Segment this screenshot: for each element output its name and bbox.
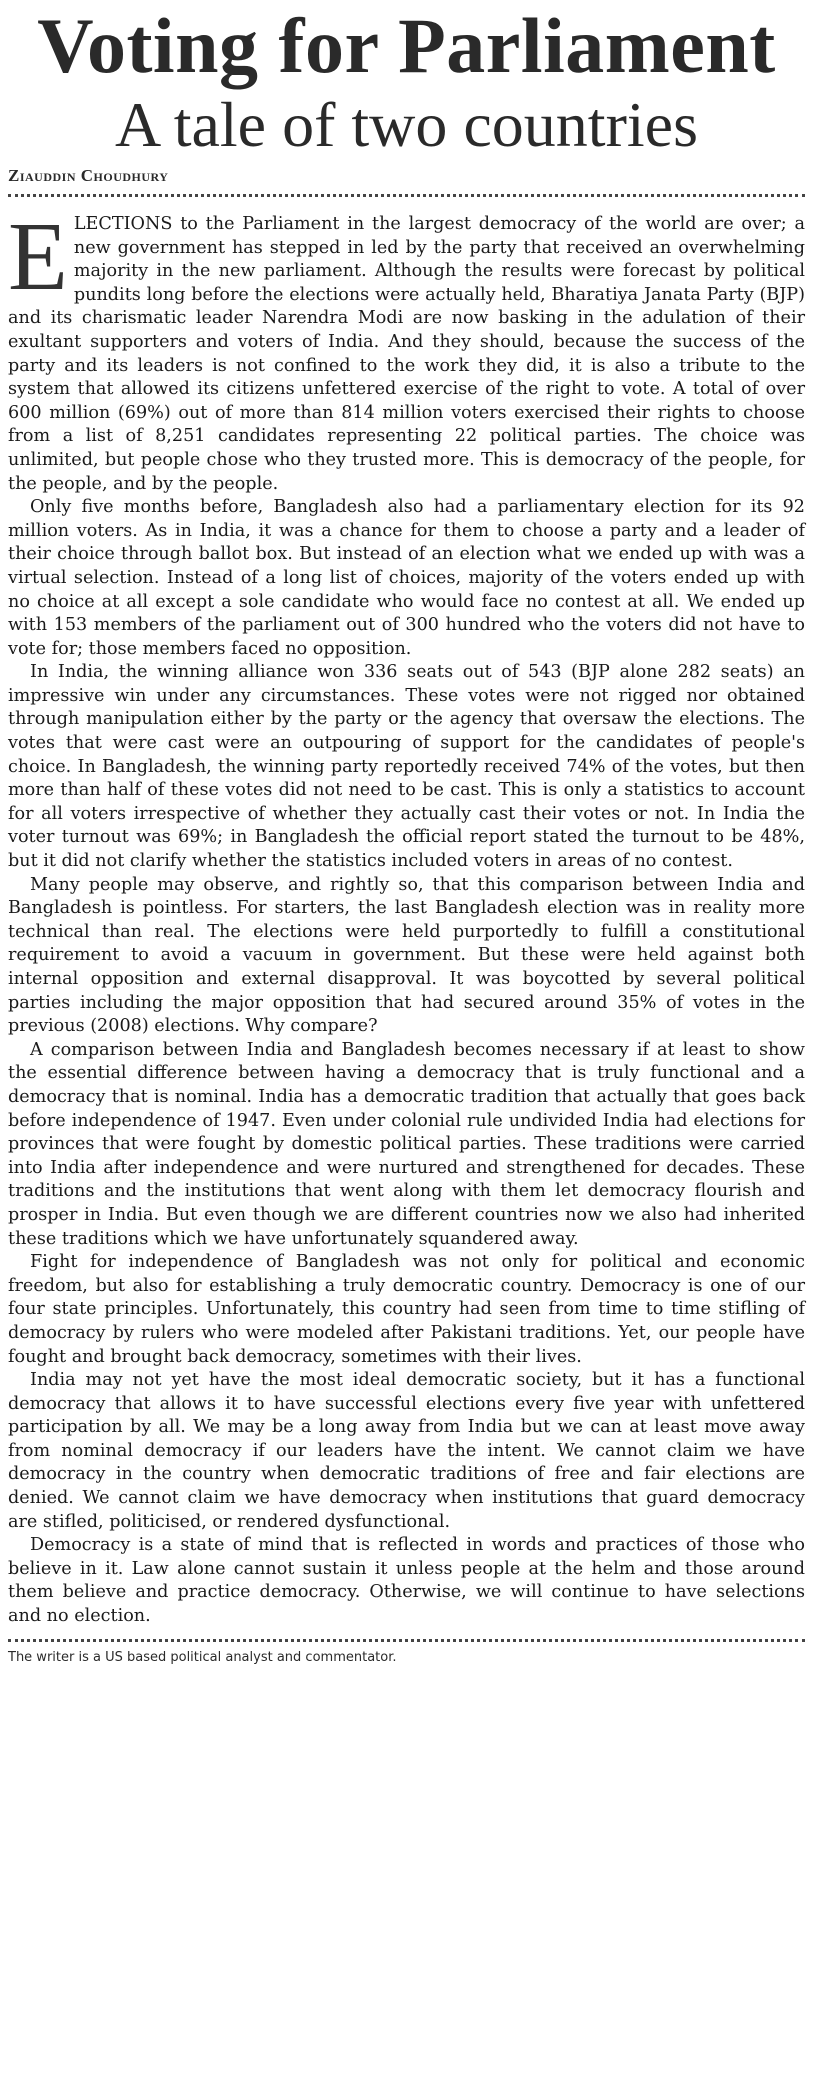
byline: Ziauddin Choudhury (8, 166, 169, 185)
paragraph-1 (8, 203, 805, 496)
bottom-divider (8, 1639, 805, 1642)
top-divider (8, 194, 805, 197)
paragraph-6: Fight for independence of Bangladesh was not only for political and economic freedom, but also for establishing a truly democratic country. Democracy is one of our four state principles. Unfortunately, this country had seen from time to time stifling of democracy by rulers who were modeled after Pakistani traditions. Yet, our people have fought and brought back democracy, sometimes with their lives. (8, 1252, 805, 1367)
paragraph-2: Only five months before, Bangladesh also had a parliamentary election for its 92 million voters. As in India, it was a chance for them to choose a party and a leader of their choice through ballot box. But instead of an election what we ended up with was a virtual selection. Instead of a long list of choices, majority of the voters ended up with no choice at all except a sole candidate who would face no contest at all. We ended up with 153 members of the parliament out of 300 hundred who the voters did not have to vote for; those members faced no opposition. (8, 497, 805, 659)
paragraph-5: A comparison between India and Bangladesh becomes necessary if at least to show the essential difference between having a democracy that is truly functional and a democracy that is nominal. India has a democratic tradition that actually that goes back before independence of 1947. Even under colonial rule undivided India had elections for provinces that were fought by domestic political parties. These traditions were carried into India after independence and were nurtured and strengthened for decades. These traditions and the institutions that went along with them let democracy flourish and prosper in India. But even though we are different countries now we also had inherited these traditions which we have unfortunately squandered away. (8, 1039, 805, 1249)
article-body (8, 203, 805, 1629)
paragraph-8: Democracy is a state of mind that is reflected in words and practices of those who believe in it. Law alone cannot sustain it unless people at the helm and those around them believe and practice democracy. Otherwise, we will continue to have selections and no election. (8, 1535, 805, 1627)
paragraph-7: India may not yet have the most ideal democratic society, but it has a functional democracy that allows it to have successful elections every five year with unfettered participation by all. We may be a long away from India but we can at least move away from nominal democracy if our leaders have the intent. We cannot claim we have democracy in the country when democratic traditions of free and fair elections are denied. We cannot claim we have democracy when institutions that guard democracy are stifled, politicised, or rendered dysfunctional. (8, 1370, 805, 1532)
subheadline: A tale of two countries (115, 89, 698, 160)
paragraph-3: In India, the winning alliance won 336 seats out of 543 (BJP alone 282 seats) an impressive win under any circumstances. These votes were not rigged nor obtained through manipulation either by the party or the agency that oversaw the elections. The votes that were cast were an outpouring of support for the candidates of people's choice. In Bangladesh, the winning party reportedly received 74% of the votes, but then more than half of these votes did not need to be cast. This is only a statistics to account for all voters irrespective of whether they actually cast their votes or not. In India the voter turnout was 69%; in Bangladesh the official report stated the turnout to be 48%, but it did not clarify whether the statistics included voters in areas of no contest. (8, 662, 805, 872)
paragraph-1-text: LECTIONS to the Parliament in the largest democracy of the world are over; a new government has stepped in led by the party that received an overwhelming majority in the new parliament. Although the results were forecast by political pundits long before the elections were actually held, Bharatiya Janata Party (BJP) and its charismatic leader Narendra Modi are now basking in the adulation of their exultant supporters and voters of India. And they should, because the success of the party and its leaders is not confined to the work they did, it is also a tribute to the system that allowed its citizens unfettered exercise of the right to vote. A total of over 600 million (69%) out of more than 814 million voters exercised their rights to choose from a list of 8,251 candidates representing 22 political parties. The choice was unlimited, but people chose who they trusted more. This is democracy of the people, for the people, and by the people. (8, 214, 805, 494)
author-note: The writer is a US based political analyst and commentator. (8, 1649, 397, 1665)
paragraph-4: Many people may observe, and rightly so, that this comparison between India and Bangladesh is pointless. For starters, the last Bangladesh election was in reality more technical than real. The elections were held purportedly to fulfill a constitutional requirement to avoid a vacuum in government. But these were held against both internal opposition and external disapproval. It was boycotted by several political parties including the major opposition that had secured around 35% of votes in the previous (2008) elections. Why compare? (8, 874, 805, 1037)
drop-cap: E (8, 203, 68, 311)
headline: Voting for Parliament (37, 2, 776, 89)
